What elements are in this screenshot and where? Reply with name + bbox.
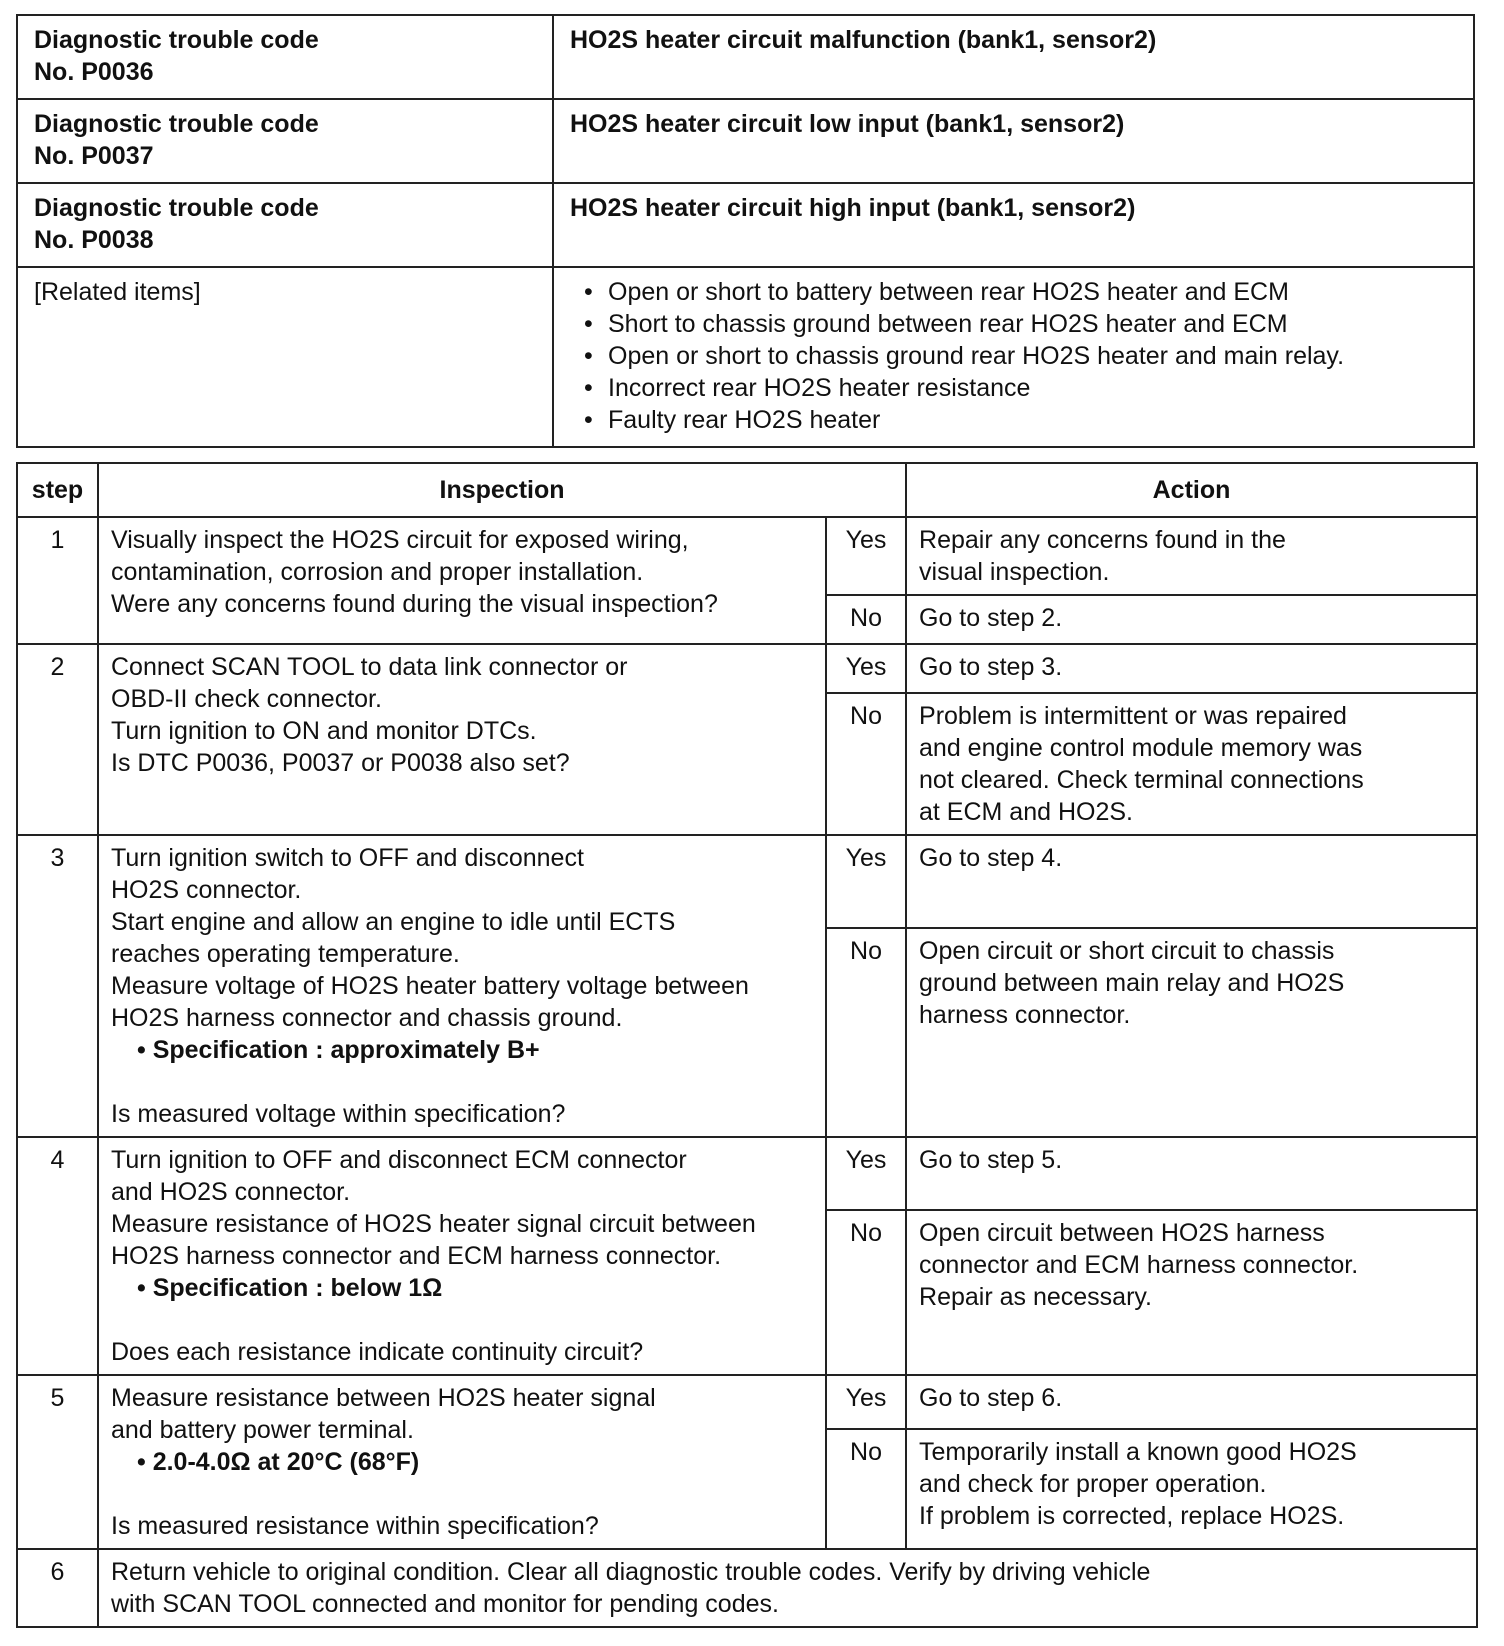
action-line: Go to step 6. (919, 1384, 1063, 1412)
step-inspection (98, 644, 826, 835)
dtc-row (17, 99, 1474, 183)
inspection-line: Turn ignition to OFF and disconnect ECM connector (111, 1146, 687, 1174)
related-items-row (17, 267, 1474, 447)
inspection-line: Is DTC P0036, P0037 or P0038 also set? (111, 749, 570, 777)
inspection-line: and battery power terminal. (111, 1416, 414, 1444)
related-item: • Faulty rear HO2S heater (608, 404, 1459, 436)
inspection-line: and HO2S connector. (111, 1178, 351, 1206)
yes-label: Yes (826, 644, 906, 693)
step-table-header (17, 463, 1477, 517)
step-number: 3 (17, 835, 98, 1137)
dtc-code-label: Diagnostic trouble code (34, 194, 319, 222)
no-label: No (826, 1429, 906, 1549)
inspection-line: Measure resistance of HO2S heater signal circuit between (111, 1210, 756, 1238)
header-step: step (17, 463, 98, 517)
action-line: connector and ECM harness connector. (919, 1251, 1359, 1280)
inspection-line: Measure resistance between HO2S heater signal (111, 1384, 656, 1412)
specification: • 2.0-4.0Ω at 20°C (68°F) (137, 1448, 420, 1476)
dtc-row (17, 183, 1474, 267)
action-line: Go to step 5. (919, 1146, 1063, 1174)
step-inspection (98, 517, 826, 644)
no-label: No (826, 595, 906, 644)
dtc-code-cell (17, 15, 553, 99)
step-number: 4 (17, 1137, 98, 1375)
dtc-code-number: No. P0036 (34, 58, 154, 86)
action-line: Repair as necessary. (919, 1283, 1152, 1312)
inspection-line: Turn ignition to ON and monitor DTCs. (111, 717, 537, 745)
related-item: • Open or short to chassis ground rear HO2S heater and main relay. (608, 340, 1459, 372)
yes-action (906, 1137, 1477, 1210)
action-line: Open circuit between HO2S harness (919, 1219, 1325, 1248)
dtc-code-cell (17, 183, 553, 267)
no-label: No (826, 693, 906, 835)
step-row (17, 1375, 1477, 1429)
action-line: Repair any concerns found in the (919, 526, 1286, 554)
related-item: • Open or short to battery between rear HO2S heater and ECM (608, 276, 1459, 308)
step-number: 5 (17, 1375, 98, 1549)
related-item: • Short to chassis ground between rear HO2S heater and ECM (608, 308, 1459, 340)
step-number: 1 (17, 517, 98, 644)
step-row (17, 517, 1477, 595)
dtc-row (17, 15, 1474, 99)
no-action (906, 1429, 1477, 1549)
inspection-step-table (16, 462, 1478, 1628)
inspection-line: contamination, corrosion and proper installation. (111, 558, 644, 586)
header-action: Action (906, 463, 1477, 517)
step-number: 2 (17, 644, 98, 835)
dtc-description: HO2S heater circuit low input (bank1, sensor2) (553, 99, 1474, 183)
step-inspection (98, 835, 826, 1137)
step-final-instruction (98, 1549, 1477, 1627)
yes-action (906, 835, 1477, 928)
action-line: harness connector. (919, 1001, 1131, 1030)
action-line: at ECM and HO2S. (919, 798, 1133, 826)
inspection-question: Is measured resistance within specification? (111, 1512, 599, 1540)
related-items-list (570, 276, 1459, 436)
inspection-line: OBD-II check connector. (111, 685, 382, 713)
yes-label: Yes (826, 1375, 906, 1429)
no-label: No (826, 928, 906, 1137)
inspection-line: HO2S connector. (111, 876, 302, 904)
specification: • Specification : below 1Ω (137, 1274, 443, 1302)
step-row (17, 1549, 1477, 1627)
inspection-line: Measure voltage of HO2S heater battery voltage between (111, 972, 749, 1000)
action-line: Go to step 4. (919, 844, 1063, 872)
inspection-line: Visually inspect the HO2S circuit for exposed wiring, (111, 526, 689, 554)
no-action (906, 928, 1477, 1137)
step-row (17, 1137, 1477, 1210)
header-inspection: Inspection (98, 463, 906, 517)
action-line: Problem is intermittent or was repaired (919, 702, 1347, 730)
step-number: 6 (17, 1549, 98, 1627)
dtc-description: HO2S heater circuit malfunction (bank1, sensor2) (553, 15, 1474, 99)
dtc-code-label: Diagnostic trouble code (34, 110, 319, 138)
step-inspection (98, 1137, 826, 1375)
inspection-line: reaches operating temperature. (111, 940, 460, 968)
yes-action (906, 517, 1477, 595)
dtc-code-label: Diagnostic trouble code (34, 26, 319, 54)
yes-action (906, 1375, 1477, 1429)
step-inspection (98, 1375, 826, 1549)
dtc-code-number: No. P0038 (34, 226, 154, 254)
no-action (906, 693, 1477, 835)
yes-action (906, 644, 1477, 693)
action-line: and check for proper operation. (919, 1469, 1267, 1498)
specification: • Specification : approximately B+ (137, 1036, 540, 1064)
no-action (906, 1210, 1477, 1375)
inspection-line: Turn ignition switch to OFF and disconnect (111, 844, 584, 872)
final-line: Return vehicle to original condition. Clear all diagnostic trouble codes. Verify by driving vehicle (111, 1558, 1151, 1586)
no-label: No (826, 1210, 906, 1375)
yes-label: Yes (826, 1137, 906, 1210)
final-line: with SCAN TOOL connected and monitor for pending codes. (111, 1590, 779, 1618)
action-line: If problem is corrected, replace HO2S. (919, 1501, 1345, 1530)
action-line: Go to step 3. (919, 653, 1063, 681)
yes-label: Yes (826, 517, 906, 595)
related-items-label: [Related items] (17, 267, 553, 447)
related-items-cell (553, 267, 1474, 447)
inspection-line: Start engine and allow an engine to idle until ECTS (111, 908, 676, 936)
action-line: and engine control module memory was (919, 734, 1363, 762)
action-line: Temporarily install a known good HO2S (919, 1437, 1357, 1466)
action-line: not cleared. Check terminal connections (919, 766, 1364, 794)
step-row (17, 644, 1477, 693)
dtc-code-number: No. P0037 (34, 142, 154, 170)
action-line: visual inspection. (919, 558, 1110, 586)
dtc-table (16, 14, 1475, 448)
action-line: ground between main relay and HO2S (919, 969, 1345, 998)
dtc-code-cell (17, 99, 553, 183)
action-line: Open circuit or short circuit to chassis (919, 937, 1335, 966)
action-line: Go to step 2. (919, 604, 1063, 632)
dtc-description: HO2S heater circuit high input (bank1, sensor2) (553, 183, 1474, 267)
yes-label: Yes (826, 835, 906, 928)
inspection-line: HO2S harness connector and chassis ground. (111, 1004, 623, 1032)
inspection-question: Does each resistance indicate continuity circuit? (111, 1338, 644, 1366)
inspection-line: Were any concerns found during the visual inspection? (111, 590, 718, 618)
related-item: • Incorrect rear HO2S heater resistance (608, 372, 1459, 404)
no-action (906, 595, 1477, 644)
inspection-line: HO2S harness connector and ECM harness connector. (111, 1242, 722, 1270)
inspection-line: Connect SCAN TOOL to data link connector or (111, 653, 628, 681)
inspection-question: Is measured voltage within specification? (111, 1100, 566, 1128)
step-row (17, 835, 1477, 928)
